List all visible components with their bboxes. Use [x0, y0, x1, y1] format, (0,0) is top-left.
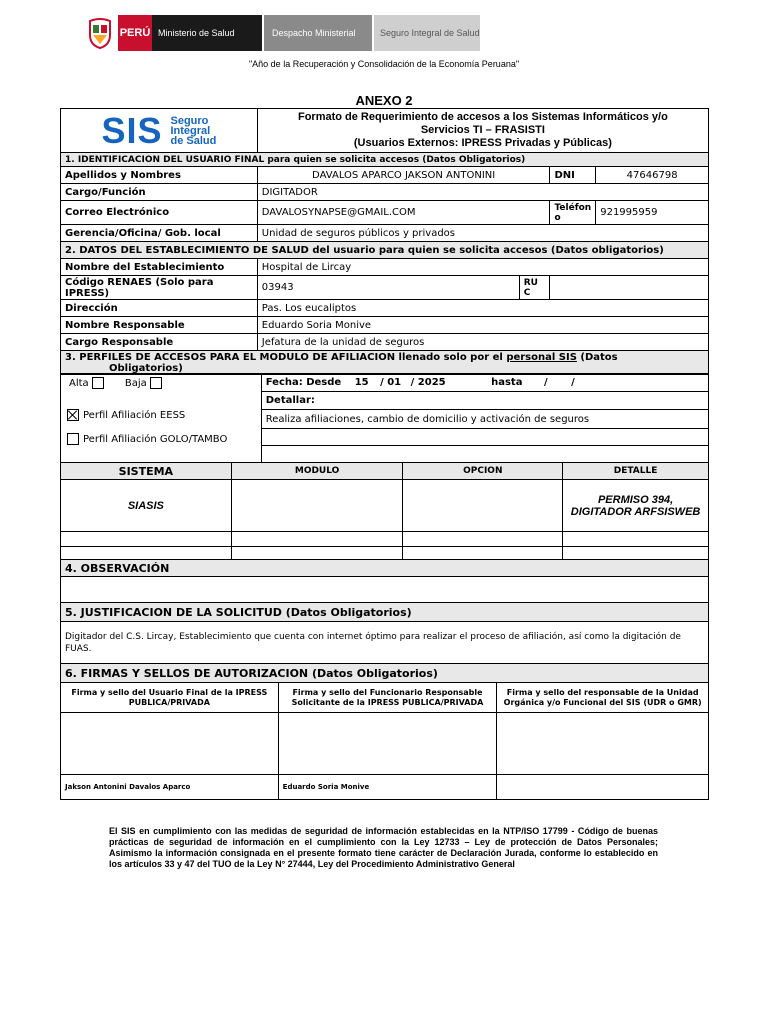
detalle-value: PERMISO 394, DIGITADOR ARFSISWEB — [563, 480, 709, 532]
perfil-golo-checkbox[interactable] — [67, 433, 79, 445]
firma-col-1: Firma y sello del Usuario Final de la IPRESS PUBLICA/PRIVADA — [61, 683, 279, 713]
form-table-top — [60, 108, 709, 375]
baja-checkbox[interactable] — [150, 377, 162, 389]
apellidos-label: Apellidos y Nombres — [61, 167, 258, 184]
firma-col-2: Firma y sello del Funcionario Responsable Solicitante de la IPRESS PUBLICA/PRIVADA — [278, 683, 497, 713]
perfiles-table — [60, 373, 709, 463]
title-line-2: Servicios TI – FRASISTI — [420, 124, 545, 136]
title-line-1: Formato de Requerimiento de accesos a los Sistemas Informáticos y/o — [297, 111, 668, 123]
alta-baja — [61, 374, 262, 392]
detalle-blank-2 — [261, 446, 708, 463]
ministerio-label: Ministerio de Salud — [152, 15, 262, 51]
title-line-3: (Usuarios Externos: IPRESS Privadas y Públicas) — [353, 137, 612, 149]
header-opcion: OPCION — [403, 463, 563, 480]
apellidos-value: DAVALOS APARCO JAKSON ANTONINI — [257, 167, 550, 184]
header-modulo: MODULO — [231, 463, 403, 480]
telefono-value: 921995959 — [596, 201, 709, 225]
section-3-title: 3. PERFILES DE ACCESOS PARA EL MODULO DE AFILIACION llenado solo por el personal SIS (Datos Obligatorios) — [61, 351, 709, 375]
modulo-value — [231, 480, 403, 532]
sections-456 — [60, 559, 709, 800]
ruc-label: RU C — [519, 276, 550, 300]
logo-integral: Integral — [170, 124, 211, 137]
observacion-value — [61, 577, 709, 603]
responsable-label: Nombre Responsable — [61, 317, 258, 334]
renaes-value: 03943 — [257, 276, 519, 300]
sistema-value: SIASIS — [61, 480, 232, 532]
perfiles-options — [61, 392, 262, 463]
perfil-golo-label: Perfil Afiliación GOLO/TAMBO — [83, 433, 228, 445]
detallar-label: Detallar: — [261, 392, 708, 410]
responsable-value: Eduardo Soria Monive — [257, 317, 708, 334]
firma-name-2: Eduardo Soria Monive — [278, 775, 497, 800]
form-title — [257, 109, 708, 153]
section-6-title: 6. FIRMAS Y SELLOS DE AUTORIZACION (Datos Obligatorios) — [61, 664, 709, 683]
cargo-label: Cargo/Función — [61, 184, 258, 201]
establecimiento-value: Hospital de Lircay — [257, 259, 708, 276]
sis-logo-text: SIS — [101, 109, 163, 151]
perfil-eess-label: Perfil Afiliación EESS — [83, 409, 186, 421]
gerencia-value: Unidad de seguros públicos y privados — [257, 225, 708, 242]
despacho-label: Despacho Ministerial — [264, 15, 372, 51]
anexo-title: ANEXO 2 — [355, 93, 413, 108]
section-4-title: 4. OBSERVACIÓN — [61, 560, 709, 577]
alta-label: Alta — [69, 377, 89, 389]
alta-checkbox[interactable] — [92, 377, 104, 389]
firma-box-1 — [61, 713, 279, 775]
correo-label: Correo Electrónico — [61, 201, 258, 225]
cargo-responsable-label: Cargo Responsable — [61, 334, 258, 351]
detalle-text: Realiza afiliaciones, cambio de domicilio y activación de seguros — [261, 410, 708, 429]
coat-of-arms-icon — [82, 15, 118, 51]
firma-box-2 — [278, 713, 497, 775]
sistema-table — [60, 462, 709, 562]
direccion-label: Dirección — [61, 300, 258, 317]
header-detalle: DETALLE — [563, 463, 709, 480]
firma-name-1: Jakson Antonini Davalos Aparco — [61, 775, 279, 800]
justificacion-text: Digitador del C.S. Lircay, Establecimiento que cuenta con internet óptimo para realizar el proceso de afiliación, así como la digitación de FUAS. — [61, 622, 709, 664]
opcion-value — [403, 480, 563, 532]
correo-value: DAVALOSYNAPSE@GMAIL.COM — [257, 201, 550, 225]
header-banner — [82, 15, 480, 51]
gerencia-label: Gerencia/Oficina/ Gob. local — [61, 225, 258, 242]
header-sistema: SISTEMA — [61, 463, 232, 480]
baja-label: Baja — [124, 377, 147, 389]
section-1-title: 1. IDENTIFICACION DEL USUARIO FINAL para quien se solicita accesos (Datos Obligatorios) — [61, 153, 709, 167]
sis-logo — [61, 109, 258, 153]
section-2-title: 2. DATOS DEL ESTABLECIMIENTO DE SALUD del usuario para quien se solicita accesos (Datos obligatorios) — [61, 242, 709, 259]
motto: "Año de la Recuperación y Consolidación de la Economía Peruana" — [248, 59, 520, 69]
detalle-blank-1 — [261, 429, 708, 446]
seguro-label: Seguro Integral de Salud — [374, 15, 480, 51]
direccion-value: Pas. Los eucaliptos — [257, 300, 708, 317]
firma-col-3: Firma y sello del responsable de la Unidad Orgánica y/o Funcional del SIS (UDR o GMR) — [497, 683, 709, 713]
footer-disclaimer: El SIS en cumplimiento con las medidas de seguridad de información establecidas en la NTP/ISO 17799 - Código de buenas prácticas de seguridad de información en el cumplimiento con la Ley 12733 – Ley de protección de Datos Personales; Asimismo la información consignada en el presente formato tiene carácter de Declaración Jurada, conforme lo establecido en los artículos 33 y 47 del TUO de la Ley N° 27444, Ley del Procedimiento Administrativo General — [109, 826, 658, 869]
fecha-row: Fecha: Desde 15 / 01 / 2025 hasta / / — [261, 374, 708, 392]
perfil-eess-checkbox[interactable] — [67, 409, 79, 421]
cargo-responsable-value: Jefatura de la unidad de seguros — [257, 334, 708, 351]
dni-label: DNI — [550, 167, 596, 184]
firma-name-3 — [497, 775, 709, 800]
logo-desalud: de Salud — [170, 134, 217, 147]
peru-label: PERÚ — [118, 15, 152, 51]
dni-value: 47646798 — [596, 167, 709, 184]
establecimiento-label: Nombre del Establecimiento — [61, 259, 258, 276]
renaes-label: Código RENAES (Solo para IPRESS) — [61, 276, 258, 300]
firma-box-3 — [497, 713, 709, 775]
cargo-value: DIGITADOR — [257, 184, 708, 201]
logo-seguro: Seguro — [170, 114, 209, 127]
section-5-title: 5. JUSTIFICACION DE LA SOLICITUD (Datos Obligatorios) — [61, 603, 709, 622]
ruc-value — [550, 276, 709, 300]
telefono-label: Teléfon o — [550, 201, 596, 225]
